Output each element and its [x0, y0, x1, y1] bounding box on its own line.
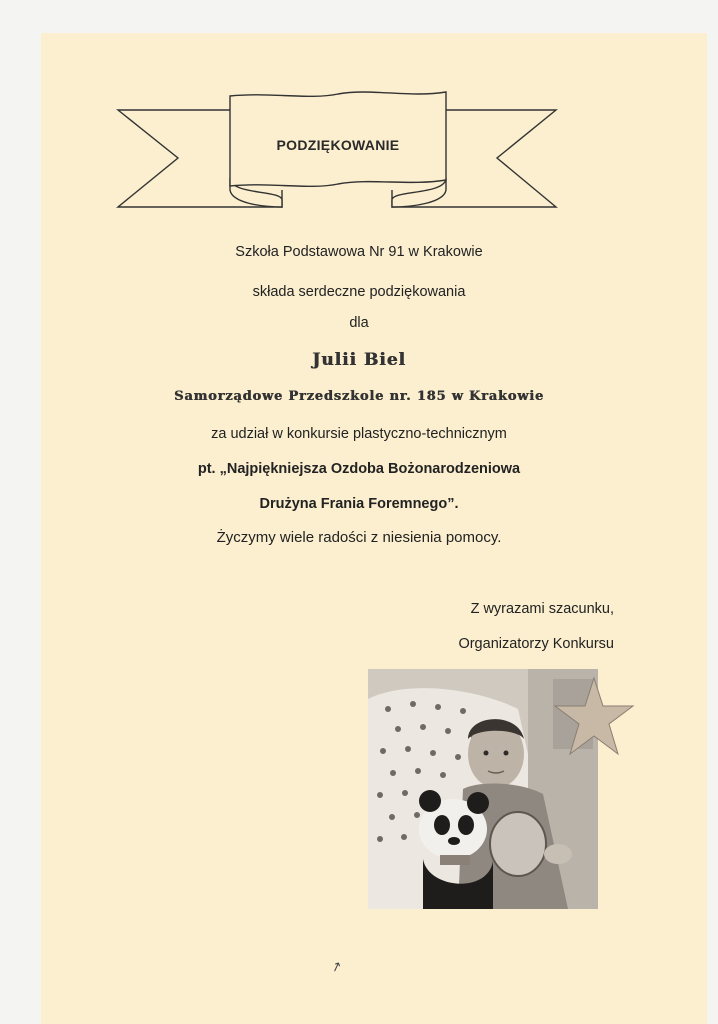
school-name-line: Szkoła Podstawowa Nr 91 w Krakowie: [235, 244, 483, 260]
contest-title-line-1: pt. „Najpiękniejsza Ozdoba Bożonarodzeniowa: [197, 461, 521, 477]
wishes-line: Życzymy wiele radości z niesienia pomocy.: [216, 529, 502, 546]
closing-regards: Z wyrazami szacunku,: [470, 601, 614, 617]
ribbon-banner: [0, 0, 718, 260]
recipient-name: Julii Biel: [312, 350, 406, 370]
pen-mark: ↗: [328, 957, 344, 976]
for-line: dla: [349, 315, 369, 331]
thanks-line: składa serdeczne podziękowania: [252, 284, 466, 300]
recipient-school: Samorządowe Przedszkole nr. 185 w Krakowie: [174, 389, 544, 404]
star-decoration: [553, 676, 635, 758]
certificate-title: PODZIĘKOWANIE: [276, 137, 400, 153]
contest-title-line-2: Drużyna Frania Foremnego”.: [259, 496, 459, 512]
organizers-signature: Organizatorzy Konkursu: [458, 636, 614, 652]
participation-line: za udział w konkursie plastyczno-technicznym: [211, 426, 507, 442]
